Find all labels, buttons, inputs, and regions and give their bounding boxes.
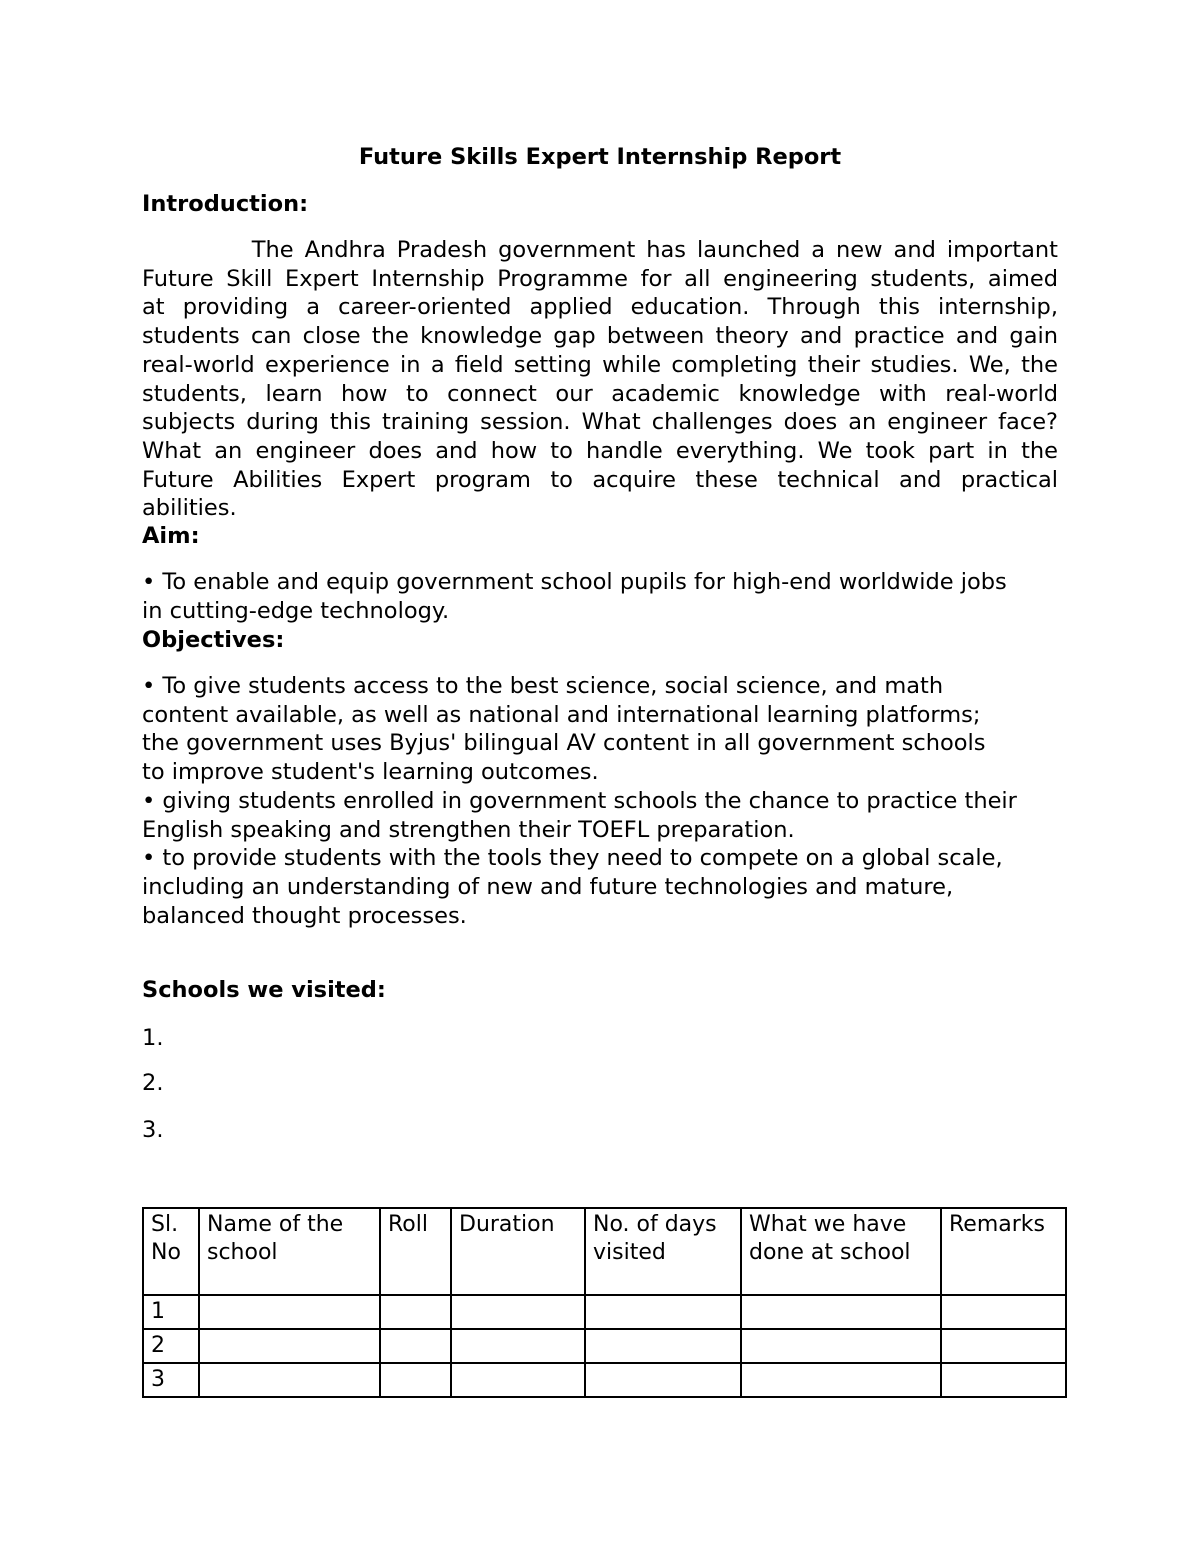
cell	[741, 1363, 941, 1397]
header-cell: Duration	[451, 1208, 585, 1295]
text-line: to improve student's learning outcomes.	[142, 759, 599, 786]
text-line: balanced thought processes.	[142, 902, 467, 929]
cell	[199, 1329, 380, 1363]
objectives-heading: Objectives:	[142, 627, 285, 653]
school-item: 1.	[142, 1025, 164, 1051]
text-line: The Andhra Pradesh government has launched a new and important	[142, 237, 1058, 263]
cell	[941, 1363, 1066, 1397]
text-line: • To enable and equip government school pupils for high-end worldwide jobs	[142, 569, 1007, 595]
text-line: • to provide students with the tools they need to compete on a global scale,	[142, 845, 1003, 872]
text-line: • To give students access to the best science, social science, and math	[142, 673, 944, 699]
objectives-list	[142, 672, 1058, 930]
school-item: 2.	[142, 1070, 164, 1096]
cell	[380, 1363, 451, 1397]
header-cell: Remarks	[941, 1208, 1066, 1295]
text-line: in cutting-edge technology.	[142, 597, 450, 624]
text-line: • giving students enrolled in government schools the chance to practice their	[142, 787, 1017, 814]
cell	[941, 1329, 1066, 1363]
header-cell: No. of days visited	[585, 1208, 741, 1295]
text-line: students, learn how to connect our academic knowledge with real-world	[142, 380, 1058, 407]
table-header-row	[143, 1208, 1066, 1295]
text-line: Future Skill Expert Internship Programme for all engineering students, aimed	[142, 265, 1058, 292]
text-line: subjects during this training session. What challenges does an engineer face?	[142, 409, 1058, 436]
text-line: at providing a career-oriented applied education. Through this internship,	[142, 294, 1058, 321]
cell	[451, 1363, 585, 1397]
text-line: Future Abilities Expert program to acquire these technical and practical	[142, 466, 1058, 493]
aim-list	[142, 568, 1058, 625]
text-line: content available, as well as national and international learning platforms;	[142, 701, 981, 728]
header-cell: Sl. No	[143, 1208, 199, 1295]
cell: 1	[143, 1295, 199, 1329]
cell: 2	[143, 1329, 199, 1363]
aim-heading: Aim:	[142, 523, 200, 549]
cell	[585, 1363, 741, 1397]
schools-heading: Schools we visited:	[142, 977, 386, 1003]
text-line: English speaking and strengthen their TOEFL preparation.	[142, 816, 795, 843]
table-row	[143, 1363, 1066, 1397]
cell	[741, 1329, 941, 1363]
header-cell: Roll	[380, 1208, 451, 1295]
introduction-paragraph	[142, 236, 1058, 523]
cell: 3	[143, 1363, 199, 1397]
cell	[380, 1329, 451, 1363]
table-row	[143, 1329, 1066, 1363]
introduction-heading: Introduction:	[142, 191, 309, 217]
page-title: Future Skills Expert Internship Report	[358, 144, 842, 170]
schools-table	[142, 1207, 1067, 1398]
header-cell: Name of the school	[199, 1208, 380, 1295]
school-item: 3.	[142, 1117, 164, 1143]
text-line: real-world experience in a field setting while completing their studies. We, the	[142, 351, 1058, 378]
text-line: What an engineer does and how to handle everything. We took part in the	[142, 437, 1058, 464]
cell	[585, 1295, 741, 1329]
cell	[585, 1329, 741, 1363]
table-row	[143, 1295, 1066, 1329]
cell	[380, 1295, 451, 1329]
cell	[941, 1295, 1066, 1329]
cell	[451, 1295, 585, 1329]
text-line: students can close the knowledge gap between theory and practice and gain	[142, 323, 1058, 350]
text-line: abilities.	[142, 495, 237, 522]
cell	[741, 1295, 941, 1329]
cell	[199, 1295, 380, 1329]
text-line: including an understanding of new and future technologies and mature,	[142, 873, 954, 900]
cell	[451, 1329, 585, 1363]
header-cell: What we have done at school	[741, 1208, 941, 1295]
text-line: the government uses Byjus' bilingual AV content in all government schools	[142, 730, 986, 757]
cell	[199, 1363, 380, 1397]
